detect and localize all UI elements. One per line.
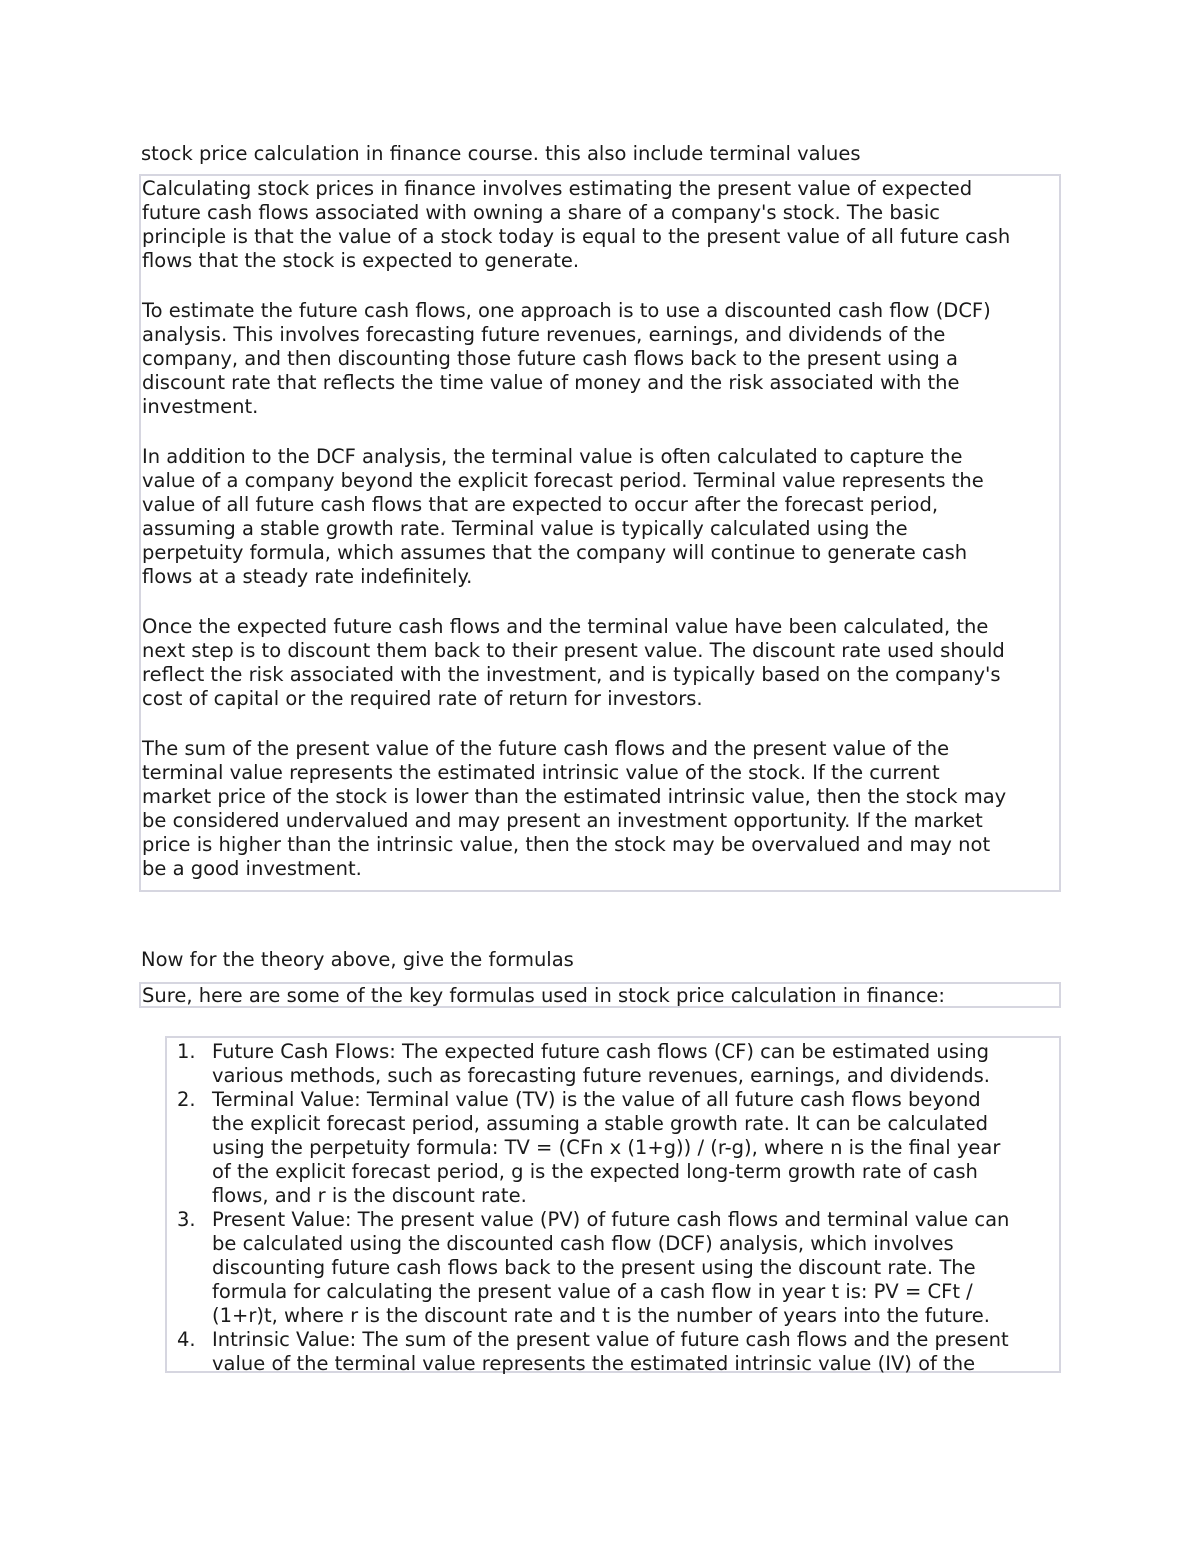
text-line: assuming a stable growth rate. Terminal value is typically calculated using the — [142, 517, 908, 540]
text-line: Intrinsic Value: The sum of the present value of future cash flows and the present — [212, 1328, 1009, 1351]
text-line: To estimate the future cash flows, one approach is to use a discounted cash flow (DCF) — [142, 299, 991, 322]
text-line: future cash flows associated with owning a share of a company's stock. The basic — [142, 201, 940, 224]
text-line: price is higher than the intrinsic value, then the stock may be overvalued and may not — [142, 833, 991, 856]
text-line: discount rate that reflects the time value of money and the risk associated with the — [142, 371, 960, 394]
answer-box-1 — [139, 174, 1061, 892]
answer-paragraph — [142, 737, 1059, 881]
text-line: next step is to discount them back to their present value. The discount rate used should — [142, 639, 1005, 662]
text-line: The sum of the present value of the future cash flows and the present value of the — [142, 737, 950, 760]
text-line: In addition to the DCF analysis, the terminal value is often calculated to capture the — [142, 445, 963, 468]
text-line: market price of the stock is lower than the estimated intrinsic value, then the stock may — [142, 785, 1007, 808]
text-line: of the explicit forecast period, g is the expected long-term growth rate of cash — [212, 1160, 978, 1183]
answer-paragraph — [142, 299, 1059, 419]
list-number: 3. — [177, 1208, 196, 1231]
user-prompt-2: Now for the theory above, give the formulas — [141, 948, 574, 971]
list-number: 2. — [177, 1088, 196, 1111]
answer-box-2: Sure, here are some of the key formulas used in stock price calculation in finance: — [139, 982, 1061, 1008]
text-line: (1+r)t, where r is the discount rate and t is the number of years into the future. — [212, 1304, 990, 1327]
list-item — [167, 1088, 1059, 1208]
text-line: Present Value: The present value (PV) of future cash flows and terminal value can — [212, 1208, 1010, 1231]
text-line: cost of capital or the required rate of return for investors. — [142, 687, 703, 710]
text-line: value of a company beyond the explicit forecast period. Terminal value represents the — [142, 469, 984, 492]
text-line: investment. — [142, 395, 259, 418]
text-line: Calculating stock prices in finance involves estimating the present value of expected — [142, 177, 973, 200]
answer-paragraph — [142, 615, 1059, 711]
text-line: value of the terminal value represents the estimated intrinsic value (IV) of the — [212, 1352, 976, 1375]
text-line: be calculated using the discounted cash flow (DCF) analysis, which involves — [212, 1232, 954, 1255]
text-line: Terminal Value: Terminal value (TV) is the value of all future cash flows beyond — [212, 1088, 981, 1111]
answer-paragraph — [142, 445, 1059, 589]
user-prompt-1: stock price calculation in finance course. this also include terminal values — [141, 142, 861, 165]
text-line: principle is that the value of a stock today is equal to the present value of all future cash — [142, 225, 1011, 248]
answer-paragraph — [142, 177, 1059, 273]
list-item — [167, 1040, 1059, 1088]
formula-list-box — [165, 1036, 1061, 1373]
text-line: company, and then discounting those future cash flows back to the present using a — [142, 347, 958, 370]
text-line: flows that the stock is expected to generate. — [142, 249, 580, 272]
text-line: various methods, such as forecasting future revenues, earnings, and dividends. — [212, 1064, 990, 1087]
text-line: Once the expected future cash flows and the terminal value have been calculated, the — [142, 615, 989, 638]
text-line: flows at a steady rate indefinitely. — [142, 565, 473, 588]
formula-list — [167, 1040, 1059, 1376]
list-number: 1. — [177, 1040, 196, 1063]
text-line: be a good investment. — [142, 857, 362, 880]
text-line: terminal value represents the estimated intrinsic value of the stock. If the current — [142, 761, 940, 784]
text-line: Future Cash Flows: The expected future cash flows (CF) can be estimated using — [212, 1040, 990, 1063]
list-number: 4. — [177, 1328, 196, 1351]
text-line: analysis. This involves forecasting future revenues, earnings, and dividends of the — [142, 323, 946, 346]
text-line: reflect the risk associated with the investment, and is typically based on the company's — [142, 663, 1001, 686]
text-line: value of all future cash flows that are expected to occur after the forecast period, — [142, 493, 939, 516]
text-line: perpetuity formula, which assumes that the company will continue to generate cash — [142, 541, 968, 564]
text-line: be considered undervalued and may present an investment opportunity. If the market — [142, 809, 983, 832]
text-line: formula for calculating the present value of a cash flow in year t is: PV = CFt / — [212, 1280, 973, 1303]
list-item — [167, 1208, 1059, 1328]
text-line: the explicit forecast period, assuming a stable growth rate. It can be calculated — [212, 1112, 989, 1135]
text-line: discounting future cash flows back to the present using the discount rate. The — [212, 1256, 976, 1279]
text-line: using the perpetuity formula: TV = (CFn x (1+g)) / (r-g), where n is the final year — [212, 1136, 1001, 1159]
text-line: flows, and r is the discount rate. — [212, 1184, 527, 1207]
list-item — [167, 1328, 1059, 1376]
